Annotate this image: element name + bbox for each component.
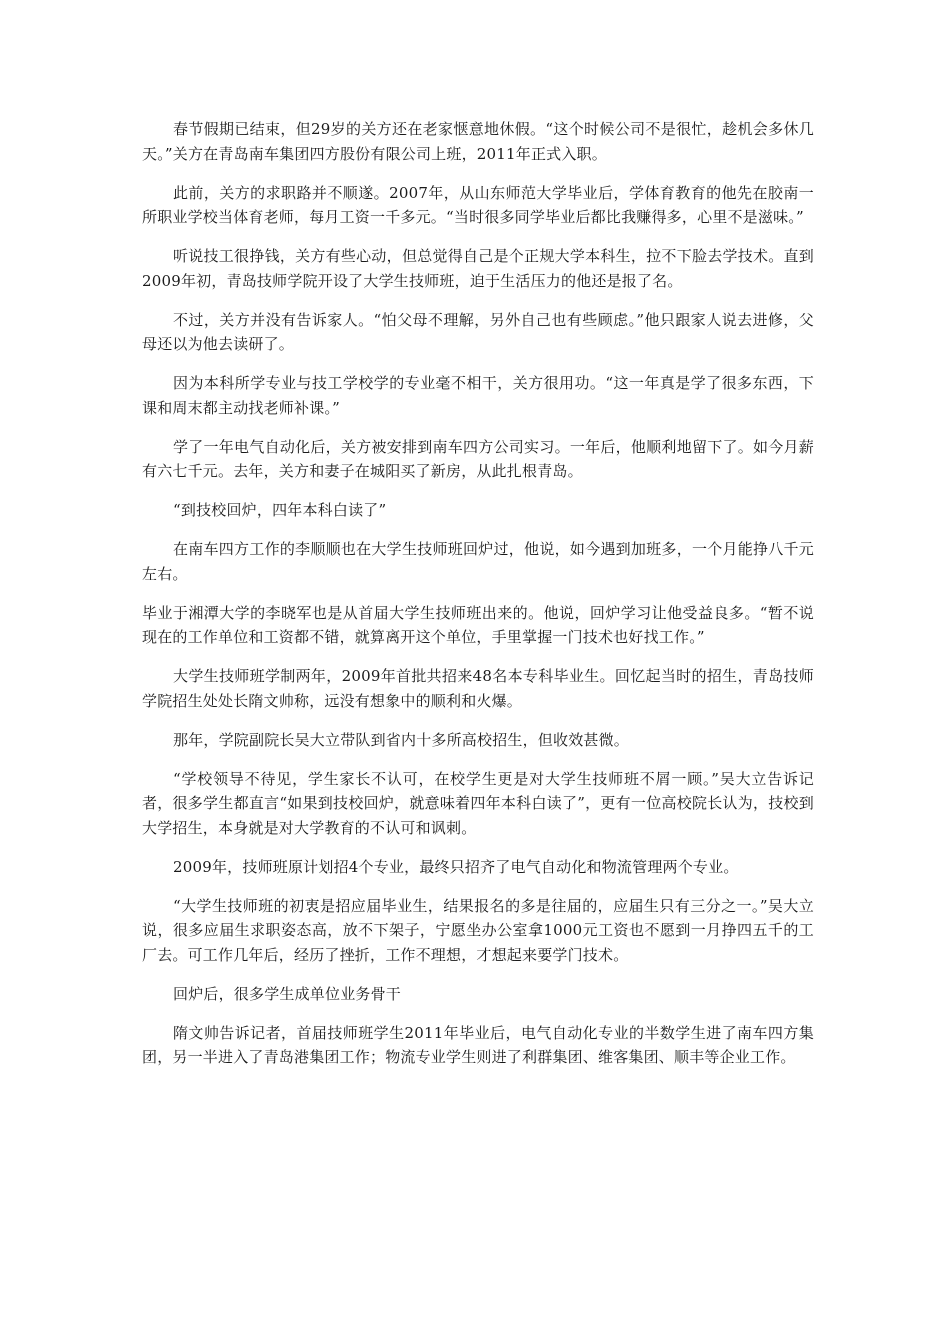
section-heading-1: “到技校回炉，四年本科白读了”: [173, 501, 387, 519]
paragraph-5: 因为本科所学专业与技工学校学的专业毫不相干，关方很用功。“这一年真是学了很多东西，下课和周末都主动找老师补课。”: [142, 374, 814, 417]
paragraph-12: 2009年，技师班原计划招4个专业，最终只招齐了电气自动化和物流管理两个专业。: [173, 857, 739, 876]
paragraph-11: “学校领导不待见，学生家长不认可，在校学生更是对大学生技师班不屑一顾。”吴大立告诉记者，很多学生都直言“如果到技校回炉，就意味着四年本科白读了”，更有一位高校院长认为，技校到大学招生，本身就是对大学教育的不认可和讽刺。: [142, 769, 814, 837]
section-heading-2: 回炉后，很多学生成单位业务骨干: [173, 984, 402, 1003]
paragraph-1: 春节假期已结束，但29岁的关方还在老家惬意地休假。“这个时候公司不是很忙，趁机会多休几天。”关方在青岛南车集团四方股份有限公司上班，2011年正式入职。: [142, 120, 814, 163]
paragraph-9: 大学生技师班学制两年，2009年首批共招来48名本专科毕业生。回忆起当时的招生，青岛技师学院招生处处长隋文帅称，远没有想象中的顺利和火爆。: [142, 667, 814, 710]
paragraph-3: 听说技工很挣钱，关方有些心动，但总觉得自己是个正规大学本科生，拉不下脸去学技术。直到2009年初，青岛技师学院开设了大学生技师班，迫于生活压力的他还是报了名。: [142, 247, 814, 290]
paragraph-7: 在南车四方工作的李顺顺也在大学生技师班回炉过，他说，如今遇到加班多，一个月能挣八千元左右。: [142, 540, 814, 583]
paragraph-2: 此前，关方的求职路并不顺遂。2007年，从山东师范大学毕业后，学体育教育的他先在胶南一所职业学校当体育老师，每月工资一千多元。“当时很多同学毕业后都比我赚得多，心里不是滋味。”: [142, 183, 814, 226]
paragraph-8: 毕业于湘潭大学的李晓军也是从首届大学生技师班出来的。他说，回炉学习让他受益良多。“暂不说现在的工作单位和工资都不错，就算离开这个单位，手里掌握一门技术也好找工作。”: [142, 603, 814, 646]
paragraph-14: 隋文帅告诉记者，首届技师班学生2011年毕业后，电气自动化专业的半数学生进了南车四方集团，另一半进入了青岛港集团工作；物流专业学生则进了利群集团、维客集团、顺丰等企业工作。: [142, 1023, 814, 1066]
paragraph-13: “大学生技师班的初衷是招应届毕业生，结果报名的多是往届的，应届生只有三分之一。”吴大立说，很多应届生求职姿态高，放不下架子，宁愿坐办公室拿1000元工资也不愿到一月挣四五千的工厂去。可工作几年后，经历了挫折，工作不理想，才想起来要学门技术。: [142, 896, 814, 964]
article-body: [142, 117, 814, 1084]
paragraph-6: 学了一年电气自动化后，关方被安排到南车四方公司实习。一年后，他顺利地留下了。如今月薪有六七千元。去年，关方和妻子在城阳买了新房，从此扎根青岛。: [142, 437, 814, 480]
paragraph-10: 那年，学院副院长吴大立带队到省内十多所高校招生，但收效甚微。: [173, 730, 630, 749]
paragraph-4: 不过，关方并没有告诉家人。“怕父母不理解，另外自己也有些顾虑。”他只跟家人说去进修，父母还以为他去读研了。: [142, 310, 814, 353]
